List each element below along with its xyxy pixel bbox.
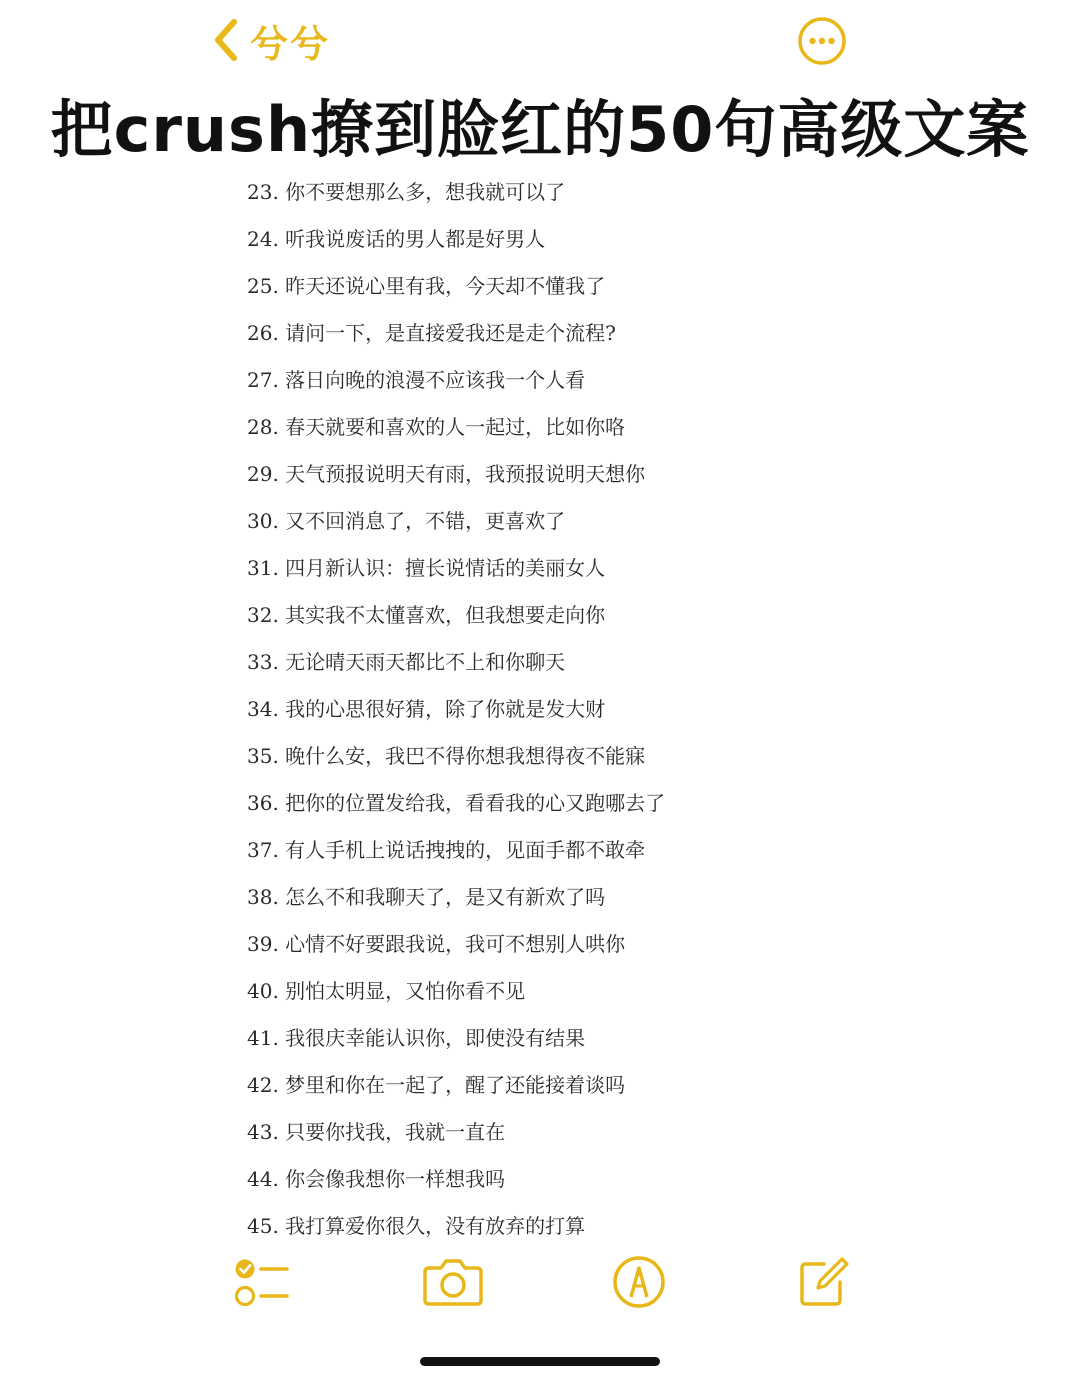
more-button[interactable]: [797, 16, 847, 66]
list-item: 24. 听我说废话的男人都是好男人: [247, 227, 546, 251]
list-item: 45. 我打算爱你很久，没有放弃的打算: [247, 1214, 586, 1238]
compose-button[interactable]: [787, 1250, 857, 1314]
list-item: 40. 别怕太明显，又怕你看不见: [247, 979, 526, 1003]
list-item: 36. 把你的位置发给我，看看我的心又跑哪去了: [247, 791, 666, 815]
list-item: 29. 天气预报说明天有雨，我预报说明天想你: [247, 462, 646, 486]
camera-icon: [421, 1256, 485, 1308]
back-button[interactable]: [212, 14, 330, 66]
list-item: 23. 你不要想那么多，想我就可以了: [247, 180, 566, 204]
list-item: 33. 无论晴天雨天都比不上和你聊天: [247, 650, 566, 674]
list-item: 39. 心情不好要跟我说，我可不想别人哄你: [247, 932, 626, 956]
list-item: 42. 梦里和你在一起了，醒了还能接着谈吗: [247, 1073, 626, 1097]
markup-pen-icon: [611, 1254, 667, 1310]
markup-button[interactable]: [604, 1250, 674, 1314]
chevron-left-icon: [212, 18, 238, 62]
back-label: 兮兮: [250, 21, 331, 66]
list-item: 30. 又不回消息了，不错，更喜欢了: [247, 509, 566, 533]
list-item: 38. 怎么不和我聊天了，是又有新欢了吗: [247, 885, 606, 909]
list-item: 35. 晚什么安，我巴不得你想我想得夜不能寐: [247, 744, 646, 768]
list-item: 43. 只要你找我，我就一直在: [247, 1120, 506, 1144]
more-icon: [797, 16, 847, 66]
checklist-button[interactable]: [227, 1250, 297, 1314]
list-item: 28. 春天就要和喜欢的人一起过，比如你咯: [247, 415, 626, 439]
compose-icon: [794, 1254, 850, 1310]
list-item: 26. 请问一下，是直接爱我还是走个流程?: [247, 321, 616, 345]
list-item: 44. 你会像我想你一样想我吗: [247, 1167, 506, 1191]
navigation-bar: [0, 0, 1080, 85]
bottom-toolbar: [0, 1250, 1080, 1320]
list-item: 37. 有人手机上说话拽拽的，见面手都不敢牵: [247, 838, 646, 862]
list-item: 32. 其实我不太懂喜欢，但我想要走向你: [247, 603, 606, 627]
note-body[interactable]: [247, 170, 807, 1251]
list-item: 25. 昨天还说心里有我，今天却不懂我了: [247, 274, 606, 298]
list-item: 31. 四月新认识：擅长说情话的美丽女人: [247, 556, 606, 580]
checklist-icon: [232, 1254, 292, 1310]
list-item: 27. 落日向晚的浪漫不应该我一个人看: [247, 368, 586, 392]
home-indicator[interactable]: [420, 1357, 660, 1366]
list-item: 41. 我很庆幸能认识你，即使没有结果: [247, 1026, 586, 1050]
list-item: 34. 我的心思很好猜，除了你就是发大财: [247, 697, 606, 721]
camera-button[interactable]: [418, 1250, 488, 1314]
page-title: 把crush撩到脸红的50句高级文案: [50, 93, 1030, 166]
